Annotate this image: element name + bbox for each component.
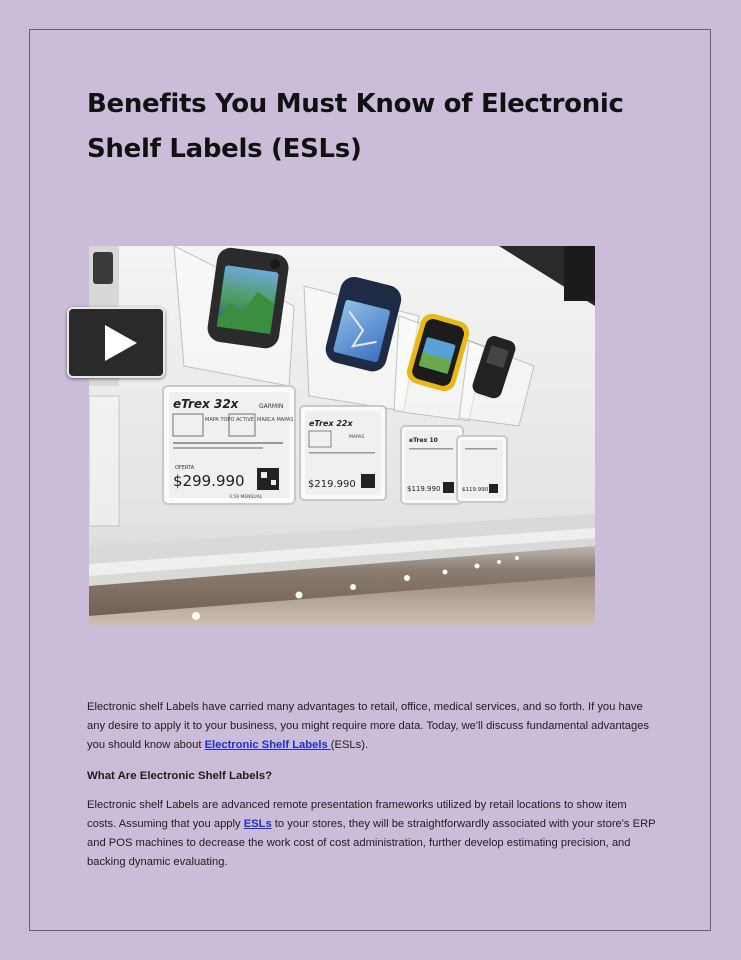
- esl-price: $299.990: [173, 472, 245, 490]
- esl-feature-right: MAPAS: [349, 435, 365, 440]
- play-button[interactable]: [67, 307, 165, 378]
- esl-feature-left: MAPA TOPO ACTIVE: [205, 417, 254, 423]
- esl-photo-illustration: [89, 246, 595, 625]
- intro-text: Electronic shelf Labels have carried many advantages to retail, office, medical services, and so forth. If you have any desire to apply it to your business, you might require more data. Today, we'll discuss fundamental advantages you should know about: [87, 701, 650, 751]
- esl-photo: [89, 246, 595, 625]
- document-title: Benefits You Must Know of Electronic Shelf Labels (ESLs): [87, 89, 624, 164]
- esl-product-name: eTrex 22x: [309, 419, 353, 428]
- esl-price: $119.990: [407, 485, 441, 493]
- intro-paragraph: [87, 698, 657, 755]
- esl-link[interactable]: Electronic Shelf Labels: [204, 739, 331, 751]
- esl-label: [401, 426, 463, 504]
- section-heading: What Are Electronic Shelf Labels?: [87, 770, 273, 782]
- esl-label: [163, 386, 295, 504]
- esl-price: $219.990: [308, 479, 356, 490]
- play-icon: [105, 325, 137, 361]
- definition-text-end: to your stores, they will be straightforwardly associated with your store's ERP and POS machines to decrease the work cost of cost administration, further develop estimating precision, and backing dynamic evaluating.: [87, 818, 656, 868]
- esl-label: [457, 436, 507, 502]
- esl-sub-text: 3.59 MENSUAL: [229, 495, 263, 500]
- definition-text: Electronic shelf Labels are advanced remote presentation frameworks utilized by retail locations to show item costs. Assuming that you apply: [87, 799, 627, 830]
- esl-price: $119.990: [462, 487, 489, 493]
- esl-price-tag: OFERTA: [175, 465, 195, 471]
- esl-product-name: eTrex 10: [409, 437, 438, 444]
- esl-brand: GARMIN: [259, 403, 284, 410]
- intro-text-end: (ESLs).: [330, 739, 369, 751]
- esls-link[interactable]: ESLs: [243, 818, 272, 830]
- esl-product-name: eTrex 32x: [173, 397, 239, 411]
- esl-label: [300, 406, 386, 500]
- definition-paragraph: [87, 796, 657, 872]
- esl-feature-right: MARCA MAPAS: [257, 417, 294, 423]
